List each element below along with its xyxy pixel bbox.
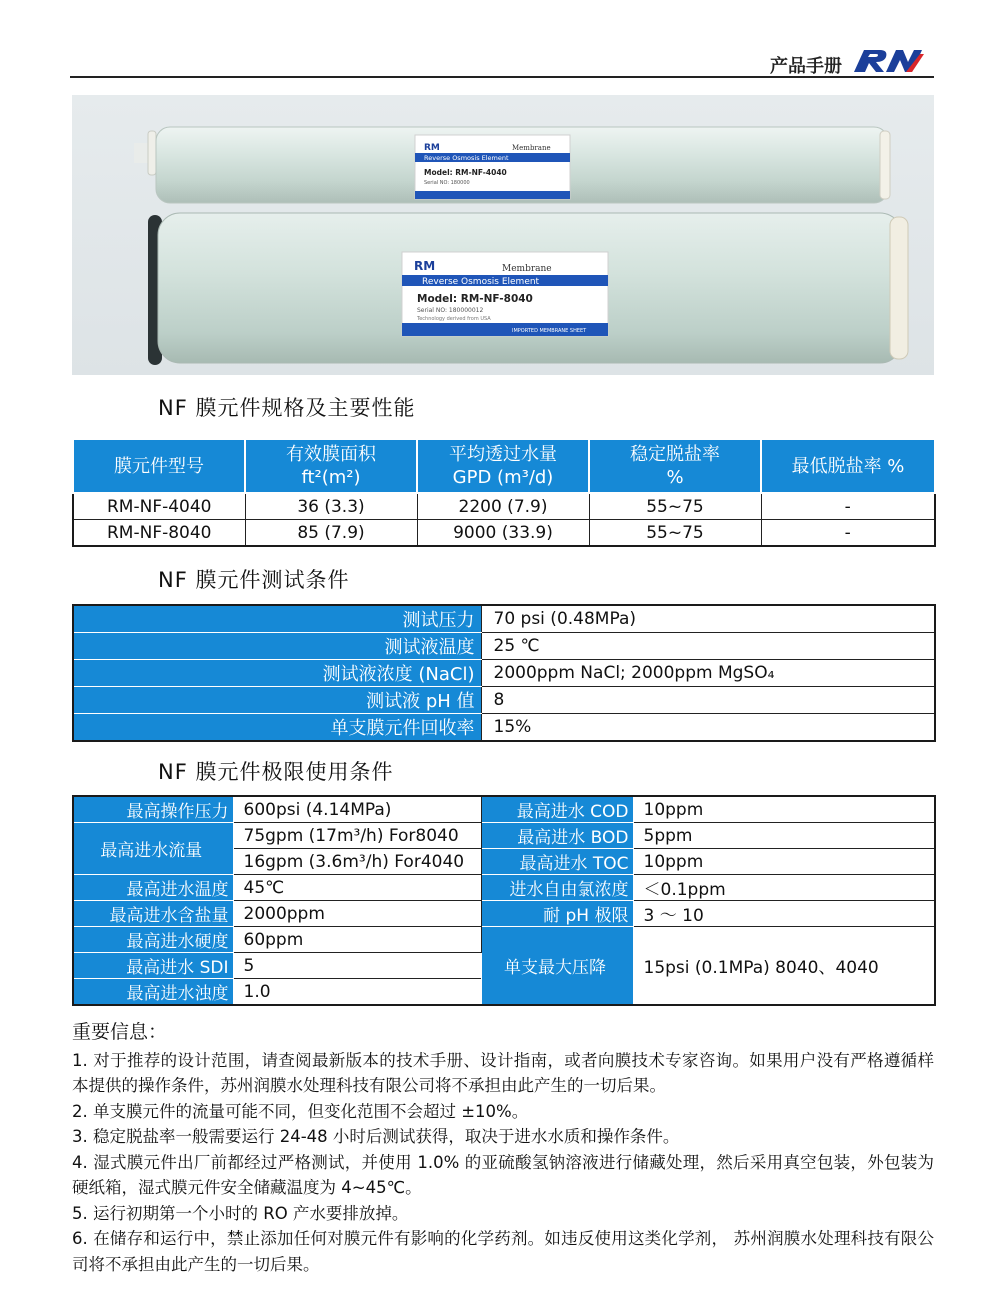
spec-cell: 9000 (33.9) [417, 520, 589, 547]
company-logo [850, 46, 926, 74]
test-label: 单支膜元件回收率 [73, 714, 481, 742]
spec-cell: 85 (7.9) [245, 520, 417, 547]
table-row [73, 796, 935, 823]
table-row [73, 605, 935, 633]
test-label: 测试液温度 [73, 633, 481, 660]
limit-label: 进水自由氯浓度 [481, 875, 633, 901]
table-row [73, 660, 935, 687]
spec-header-min-rejection: 最低脱盐率 % [761, 439, 935, 493]
product-photo [72, 95, 934, 375]
limit-value: ＜0.1ppm [633, 875, 935, 901]
spec-cell: - [761, 493, 935, 520]
limit-label: 最高进水温度 [73, 875, 233, 901]
spec-cell: 55~75 [589, 520, 761, 547]
note-item: 4. 湿式膜元件出厂前都经过严格测试，并使用 1.0% 的亚硫酸氢钠溶液进行储藏处理，然后采用真空包装，外包装为硬纸箱，湿式膜元件安全储藏温度为 4~45℃。 [72, 1152, 934, 1197]
svg-text:Model: RM-NF-4040: Model: RM-NF-4040 [424, 168, 507, 177]
limit-value: 75gpm (17m³/h) For8040 [233, 823, 481, 849]
note-item: 3. 稳定脱盐率一般需要运行 24-48 小时后测试获得，取决于进水水质和操作条件。 [72, 1127, 680, 1146]
note-item: 6. 在储存和运行中，禁止添加任何对膜元件有影响的化学药剂。如违反使用这类化学剂， 苏州润膜水处理科技有限公司将不承担由此产生的一切后果。 [72, 1229, 934, 1274]
svg-text:Serial NO: 180000012: Serial NO: 180000012 [417, 307, 484, 314]
svg-text:Reverse Osmosis Element: Reverse Osmosis Element [424, 154, 509, 162]
limit-label: 最高操作压力 [73, 796, 233, 823]
svg-text:Membrane: Membrane [512, 144, 551, 152]
note-item: 5. 运行初期第一个小时的 RO 产水要排放掉。 [72, 1203, 409, 1223]
spec-header-rejection: 稳定脱盐率 % [589, 439, 761, 493]
spec-cell: 36 (3.3) [245, 493, 417, 520]
table-row [73, 875, 935, 901]
spec-table [72, 438, 936, 547]
limit-value: 10ppm [633, 796, 935, 823]
limit-value: 1.0 [233, 979, 481, 1006]
note-item: 1. 对于推荐的设计范围，请查阅最新版本的技术手册、设计指南，或者向膜技术专家咨询。如果用户没有严格遵循样本提供的操作条件，苏州润膜水处理科技有限公司将不承担由此产生的一切后果。 [72, 1050, 934, 1095]
svg-text:IMPORTED MEMBRANE SHEET: IMPORTED MEMBRANE SHEET [512, 328, 587, 334]
notes-heading: 重要信息： [72, 1021, 168, 1043]
limit-value: 60ppm [233, 927, 481, 953]
limit-value: 45℃ [233, 875, 481, 901]
limit-value: 2000ppm [233, 901, 481, 927]
limit-section-title: NF 膜元件极限使用条件 [158, 760, 394, 784]
limit-value: 15psi (0.1MPa) 8040、4040 [633, 927, 935, 1006]
note-item: 2. 单支膜元件的流量可能不同，但变化范围不会超过 ±10%。 [72, 1101, 529, 1121]
limit-value: 5ppm [633, 823, 935, 849]
test-value: 25 ℃ [481, 633, 935, 660]
table-row [73, 687, 935, 714]
spec-header-row [73, 439, 935, 493]
svg-text:Reverse Osmosis Element: Reverse Osmosis Element [422, 277, 540, 287]
spec-section-title: NF 膜元件规格及主要性能 [158, 396, 416, 420]
spec-cell: - [761, 520, 935, 547]
table-row [73, 493, 935, 520]
table-row [73, 714, 935, 742]
spec-header-area: 有效膜面积 ft²(m²) [245, 439, 417, 493]
test-value: 70 psi (0.48MPa) [481, 605, 935, 633]
important-notes [72, 1020, 934, 1277]
test-value: 2000ppm NaCl; 2000ppm MgSO₄ [481, 660, 935, 687]
table-row [73, 823, 935, 849]
small-element-label [415, 135, 570, 199]
table-row [73, 901, 935, 927]
limit-conditions-table [72, 795, 936, 1006]
limit-value: 10ppm [633, 849, 935, 875]
test-section-title: NF 膜元件测试条件 [158, 568, 350, 592]
limit-label: 耐 pH 极限 [481, 901, 633, 927]
page-header [70, 44, 934, 78]
spec-cell: 55~75 [589, 493, 761, 520]
limit-value: 16gpm (3.6m³/h) For4040 [233, 849, 481, 875]
test-value: 8 [481, 687, 935, 714]
svg-text:RM: RM [414, 259, 436, 273]
table-row [73, 927, 935, 953]
spec-cell: RM-NF-8040 [73, 520, 245, 547]
limit-label: 最高进水 BOD [481, 823, 633, 849]
limit-label: 最高进水 TOC [481, 849, 633, 875]
test-label: 测试压力 [73, 605, 481, 633]
svg-text:Membrane: Membrane [502, 264, 552, 274]
large-element-label [402, 252, 608, 336]
limit-label: 最高进水硬度 [73, 927, 233, 953]
spec-header-flow: 平均透过水量 GPD (m³/d) [417, 439, 589, 493]
limit-value: 5 [233, 953, 481, 979]
spec-cell: 2200 (7.9) [417, 493, 589, 520]
test-conditions-table [72, 604, 936, 742]
table-row [73, 633, 935, 660]
test-label: 测试液浓度 (NaCl) [73, 660, 481, 687]
limit-label: 最高进水 COD [481, 796, 633, 823]
limit-label: 单支最大压降 [481, 927, 633, 1006]
svg-text:RM: RM [424, 143, 440, 153]
limit-label: 最高进水浊度 [73, 979, 233, 1006]
table-row [73, 520, 935, 547]
limit-label: 最高进水流量 [73, 823, 233, 875]
limit-value: 3 ～ 10 [633, 901, 935, 927]
header-title: 产品手册 [770, 56, 842, 77]
limit-label: 最高进水含盐量 [73, 901, 233, 927]
membrane-elements-illustration [72, 95, 934, 375]
svg-text:Model: RM-NF-8040: Model: RM-NF-8040 [417, 293, 533, 305]
test-label: 测试液 pH 值 [73, 687, 481, 714]
test-value: 15% [481, 714, 935, 742]
svg-text:Serial NO: 180000: Serial NO: 180000 [424, 180, 470, 186]
limit-value: 600psi (4.14MPa) [233, 796, 481, 823]
spec-header-model: 膜元件型号 [73, 439, 245, 493]
spec-cell: RM-NF-4040 [73, 493, 245, 520]
svg-text:Technology derived from USA: Technology derived from USA [417, 316, 491, 322]
limit-label: 最高进水 SDI [73, 953, 233, 979]
